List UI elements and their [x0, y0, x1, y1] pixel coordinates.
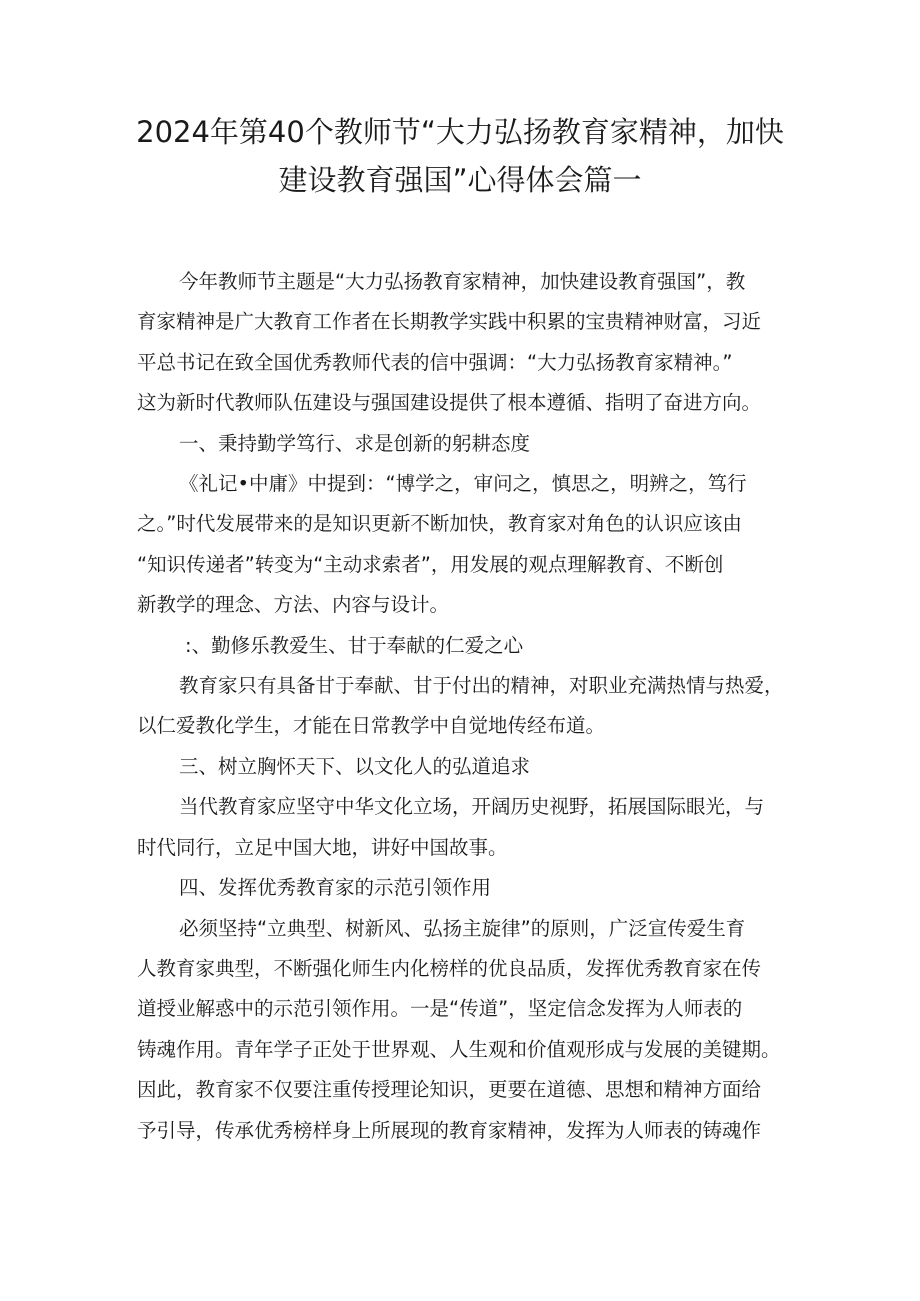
heading-text: 四、发挥优秀教育家的示范引领作用	[179, 876, 492, 900]
text-line: 以仁爱教化学生，才能在日常教学中自觉地传经布道。	[137, 714, 606, 738]
text-line: 教育家只有具备甘于奉献、甘于付出的精神，对职业充满热情与热爱，	[179, 674, 784, 698]
paragraph-section-1	[137, 464, 805, 626]
text-line: 必须坚持“立典型、树新风、弘扬主旋律”的原则，广泛宣传爱生育	[179, 916, 746, 940]
text-line: 这为新时代教师队伍建设与强国建设提供了根本遵循、指明了奋进方向。	[137, 391, 762, 415]
section-heading-2	[137, 626, 805, 666]
text-line: 人教育家典型，不断强化师生内化榜样的优良品质，发挥优秀教育家在传	[137, 956, 762, 980]
text-line: 时代同行，立足中国大地，讲好中国故事。	[137, 835, 508, 859]
section-heading-1	[137, 424, 805, 464]
text-line: 平总书记在致全国优秀教师代表的信中强调：“大力弘扬教育家精神。”	[137, 350, 733, 374]
document-title	[120, 108, 800, 204]
paragraph-section-2	[137, 666, 805, 747]
heading-text: :、勤修乐教爱生、甘于奉献的仁爱之心	[185, 633, 524, 657]
text-line: “知识传递者”转变为“主动求索者”，用发展的观点理解教育、不断创	[137, 552, 724, 576]
text-line: 予引导，传承优秀榜样身上所展现的教育家精神，发挥为人师表的铸魂作	[137, 1118, 762, 1142]
section-heading-3	[137, 747, 805, 787]
text-line: 新教学的理念、方法、内容与设计。	[137, 593, 450, 617]
paragraph-section-3	[137, 787, 805, 868]
paragraph-intro	[137, 262, 805, 424]
text-line: 《礼记•中庸》中提到：“博学之，审问之，慎思之，明辨之，笃行	[179, 472, 747, 496]
title-line-2: 建设教育强国”心得体会篇一	[278, 163, 642, 197]
heading-text: 一、秉持勤学笃行、求是创新的躬耕态度	[179, 431, 531, 455]
text-line: 之。”时代发展带来的是知识更新不断加快，教育家对角色的认识应该由	[137, 512, 742, 536]
text-line: 铸魂作用。青年学子正处于世界观、人生观和价值观形成与发展的美键期。	[137, 1037, 781, 1061]
text-line: 道授业解惑中的示范引领作用。一是“传道”，坚定信念发挥为人师表的	[137, 997, 743, 1021]
text-line: 因此，教育家不仅要注重传授理论知识，更要在道德、思想和精神方面给	[137, 1078, 762, 1102]
section-heading-4	[137, 868, 805, 908]
heading-text: 三、树立胸怀天下、以文化人的弘道追求	[179, 754, 531, 778]
text-line: 今年教师节主题是“大力弘扬教育家精神，加快建设教育强国”，教	[179, 270, 746, 293]
text-line: 当代教育家应坚守中华文化立场，开阔历史视野，拓展国际眼光，与	[179, 795, 765, 819]
paragraph-section-4	[137, 909, 805, 1151]
title-line-1: 2024年第40个教师节“大力弘扬教育家精神，加快	[136, 115, 784, 149]
text-line: 育家精神是广大教育工作者在长期教学实践中积累的宝贵精神财富，习近	[137, 310, 762, 334]
document-body	[137, 262, 805, 1151]
